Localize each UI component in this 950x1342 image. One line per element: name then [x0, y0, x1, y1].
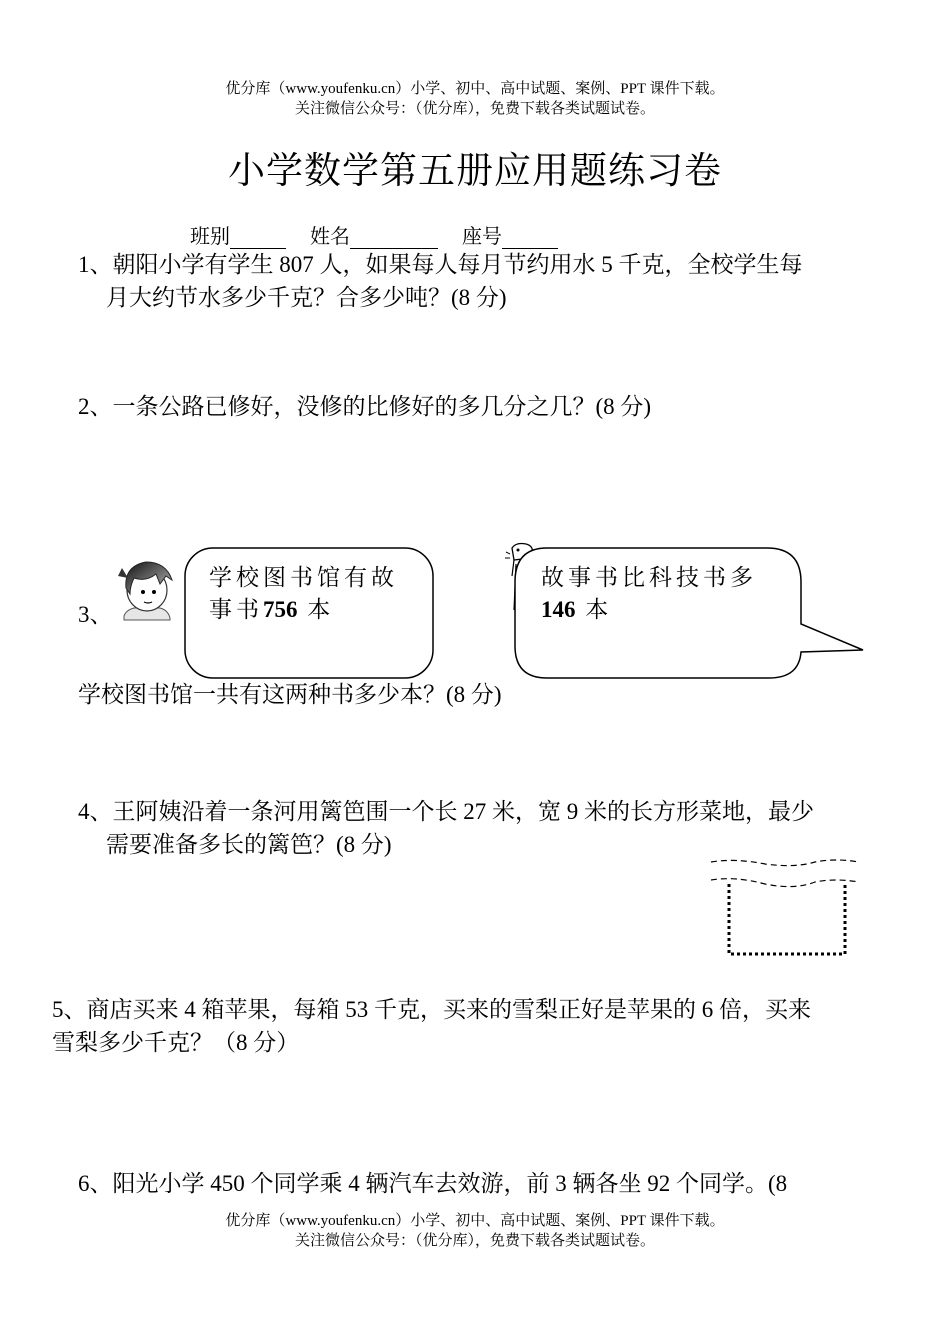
question-3-number: 3、	[78, 602, 113, 627]
speech-bubble-2-text	[541, 562, 757, 626]
seat-label: 座号	[462, 226, 502, 248]
question-2-line-1: 2、一条公路已修好，没修的比修好的多几分之几？(8 分)	[78, 394, 652, 419]
bubble-2-line-2	[541, 594, 757, 626]
question-1-line-1: 1、朝阳小学有学生 807 人，如果每人每月节约用水 5 千克，全校学生每	[78, 252, 803, 277]
boy-avatar-icon	[116, 558, 178, 622]
fence-outline	[729, 884, 845, 954]
question-4-line-1: 4、王阿姨沿着一条河用篱笆围一个长 27 米，宽 9 米的长方形菜地，最少	[78, 799, 814, 824]
question-5-line-1: 5、商店买来 4 箱苹果，每箱 53 千克，买来的雪梨正好是苹果的 6 倍，买来	[52, 997, 811, 1022]
student-info-line	[190, 220, 558, 249]
bubble-2-value: 146	[541, 597, 576, 622]
bubble-1-line-2	[209, 594, 398, 626]
river-fence-diagram	[705, 852, 865, 962]
question-4-line-2: 需要准备多长的篱笆？(8 分)	[106, 832, 392, 857]
question-3-text: 学校图书馆一共有这两种书多少本？(8 分)	[78, 682, 502, 707]
question-5-line-2: 雪梨多少千克？（8 分）	[52, 1030, 300, 1055]
question-1-line-2: 月大约节水多少千克？合多少吨？(8 分)	[106, 285, 507, 310]
question-6-line-1: 6、阳光小学 450 个同学乘 4 辆汽车去效游，前 3 辆各坐 92 个同学。(8	[78, 1171, 788, 1196]
header-banner	[0, 79, 950, 119]
bubble-1-value: 756	[263, 597, 298, 622]
bubble-1-line-2-post: 本	[297, 597, 335, 622]
question-6	[78, 1167, 918, 1200]
page-title: 小学数学第五册应用题练习卷	[228, 151, 722, 192]
footer-banner	[0, 1211, 950, 1251]
bubble-1-line-2-pre: 事书	[209, 597, 263, 622]
question-2	[78, 390, 918, 423]
bubble-1-line-1: 学校图书馆有故	[209, 565, 398, 590]
bubble-2-line-1: 故事书比科技书多	[541, 565, 757, 590]
seat-blank[interactable]	[502, 228, 558, 249]
river-bank-bottom	[711, 879, 859, 887]
question-1	[78, 248, 918, 314]
speech-bubble-1-text	[209, 562, 398, 626]
name-label: 姓名	[310, 226, 350, 248]
river-bank-top	[711, 860, 859, 866]
class-label: 班别	[190, 226, 230, 248]
header-line-1: 优分库（www.youfenku.cn）小学、初中、高中试题、案例、PPT 课件下载。	[225, 81, 725, 97]
footer-line-1: 优分库（www.youfenku.cn）小学、初中、高中试题、案例、PPT 课件下载。	[225, 1213, 725, 1229]
bubble-2-line-2-post: 本	[575, 597, 613, 622]
class-blank[interactable]	[230, 228, 286, 249]
question-5	[52, 993, 912, 1059]
footer-line-2: 关注微信公众号：（优分库），免费下载各类试题试卷。	[294, 1233, 655, 1249]
header-line-2: 关注微信公众号：（优分库），免费下载各类试题试卷。	[294, 101, 655, 117]
name-blank[interactable]	[350, 228, 438, 249]
